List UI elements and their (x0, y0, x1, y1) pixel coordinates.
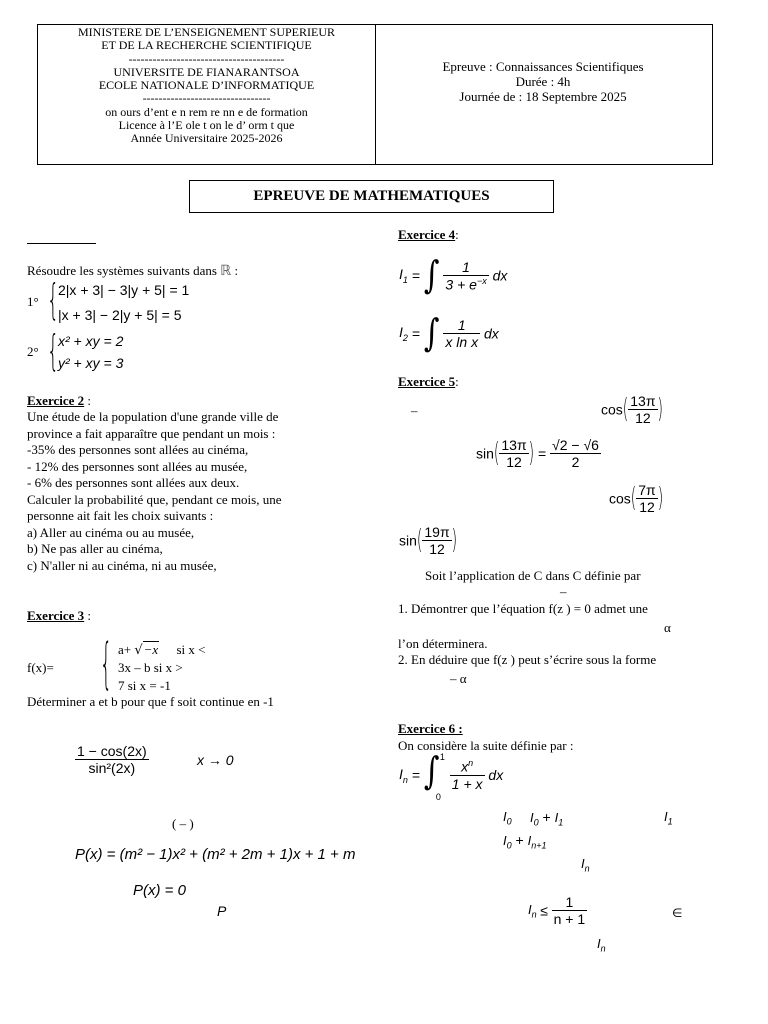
ex6-i0-term (503, 809, 512, 827)
element-of-symbol: ∈ (672, 906, 683, 920)
page-title: EPREUVE DE MATHEMATIQUES (189, 180, 554, 213)
ex2-line: Calculer la probabilité que, pendant ce mois, une (27, 491, 282, 507)
ministry-line: MINISTERE DE L’ENSEIGNEMENT SUPERIEUR (78, 25, 335, 39)
in-sub: n (402, 774, 408, 785)
ex5-heading (398, 374, 459, 391)
ex2-line: personne ait fait les choix suivants : (27, 508, 214, 523)
ex5-question2-form: – α (450, 671, 467, 686)
angle-numerator: 7π (638, 482, 656, 498)
i1-den-exp: −x (476, 275, 487, 286)
equals-sign: = (411, 267, 420, 284)
ex2-line: -35% des personnes sont allées au cinéma, (27, 442, 249, 457)
plus-sign: + (511, 832, 528, 848)
ex3-case1-radicand: −x (143, 642, 159, 657)
sqrt-sign: √ (134, 643, 143, 658)
separator-line: -------------------------------- (142, 91, 271, 106)
ex1-item2-number: 2° (27, 344, 39, 359)
ex5-question1-end: l’on déterminera. (398, 636, 488, 651)
academic-year-line: Année Universitaire 2025-2026 (130, 131, 283, 146)
university-line: UNIVERSITE DE FIANARANTSOA (113, 64, 300, 79)
angle-denominator: 12 (636, 498, 657, 515)
ex3-case3: 7 si x = -1 (118, 678, 171, 693)
exam-duration: Durée : 4h (515, 74, 571, 89)
limit-arrow: x → 0 (197, 752, 234, 768)
i-sub: n (531, 909, 537, 920)
ex4-integral-2 (399, 311, 499, 356)
integral-sign: ∫ (423, 311, 440, 356)
i-label: I (528, 901, 532, 917)
integrand-denominator: 1 + x (451, 775, 483, 792)
ex2-title-suffix: : (84, 393, 92, 408)
ministry-line: ET DE LA RECHERCHE SCIENTIFIQUE (101, 38, 312, 53)
ex6-in-final (597, 936, 606, 954)
dx-symbol: dx (492, 267, 508, 284)
angle-denominator: 12 (422, 540, 451, 557)
ex6-i0-plus-i1 (530, 809, 563, 828)
integral-sign: ∫ (423, 253, 440, 298)
ex4-heading (398, 227, 459, 244)
ex2-line: b) Ne pas aller au cinéma, (27, 541, 163, 556)
ex2-heading (27, 393, 91, 410)
ex6-intro: On considère la suite définie par : (398, 738, 574, 753)
i1-numerator: 1 (462, 258, 470, 275)
ex1-eq1b: |x + 3| − 2|y + 5| = 5 (58, 307, 182, 323)
ex5-title-suffix: : (455, 374, 459, 389)
i-sub: 0 (506, 816, 512, 827)
ex3-piecewise-brace: { (100, 632, 113, 695)
upper-bound: 1 (439, 752, 445, 762)
plus-sign: + (538, 809, 555, 825)
ex5-cos-13pi: cos( $\frac{13\pi}{12}$ ) (601, 393, 663, 426)
ex3-title-suffix: : (84, 608, 92, 623)
i1-label: I (399, 266, 403, 283)
ex1-eq2b: y² + xy = 3 (58, 355, 124, 371)
i-label: I (527, 833, 532, 848)
ex4-title: Exercice 4 (398, 227, 456, 242)
i-label: I (554, 810, 559, 825)
ex2-line: - 12% des personnes sont allées au musée, (27, 458, 248, 474)
in-label: I (399, 765, 403, 782)
ex2-line: Une étude de la population d'une grande ville de (27, 409, 279, 424)
ex1-system2-brace: { (47, 326, 60, 375)
ex6-inequality (528, 894, 587, 927)
ex4-integral-1 (399, 253, 508, 298)
ex1-intro-text: Résoudre les systèmes suivants dans (27, 263, 217, 278)
i2-label: I (399, 324, 403, 341)
i-label: I (581, 856, 585, 871)
ex2-line: c) N'aller ni au cinéma, ni au musée, (27, 557, 217, 573)
poly-expression: P(x) = (m² − 1)x² + (m² + 2m + 1)x + 1 + m (75, 846, 356, 863)
i-label: I (530, 810, 534, 825)
ineq-numerator: 1 (565, 894, 574, 910)
ex3-fx-label: f(x)= (27, 660, 54, 675)
i2-denominator: x ln x (445, 334, 479, 350)
limit-denominator: sin²(2x) (75, 759, 149, 776)
angle-numerator: 13π (501, 437, 527, 453)
lower-bound: 0 (435, 792, 441, 802)
ex5-question1: 1. Démontrer que l’équation f(z ) = 0 admet une (398, 601, 648, 616)
sin-label: sin (399, 532, 417, 549)
program-line: on ours d’ent e n rem re nn e de formation (105, 104, 308, 119)
angle-numerator: 19π (424, 524, 450, 540)
ex5-question2: 2. En déduire que f(z ) peut s’écrire sous la forme (398, 652, 657, 667)
angle-denominator: 12 (499, 453, 528, 470)
cos-label: cos (609, 490, 631, 507)
equals-sign: = (411, 325, 420, 342)
i-sub: n (584, 863, 590, 874)
program-line: Licence à l’E ole t on le d’ orm t que (118, 118, 295, 133)
ex4-title-suffix: : (455, 227, 459, 242)
poly-paren: ( – ) (172, 816, 194, 831)
i2-sub: 2 (402, 332, 408, 343)
i-sub: n (600, 943, 606, 954)
header-right-box (374, 24, 713, 165)
integral-sign: ∫ (423, 749, 440, 794)
ex2-title: Exercice 2 (27, 393, 85, 408)
i-label: I (597, 936, 601, 951)
ex1-system1-brace: { (47, 275, 60, 324)
i2-numerator: 1 (457, 317, 466, 333)
ex6-in-term (581, 856, 590, 874)
leq-sign: ≤ (540, 902, 548, 919)
ex1-eq1a: 2|x + 3| − 3|y + 5| = 1 (58, 282, 190, 298)
i1-den-base: 3 + e (445, 276, 477, 293)
ex5-sin-19pi: sin( $\frac{19\pi}{12}$ ) (399, 524, 458, 557)
rhs-denominator: 2 (550, 453, 601, 470)
integrand-exp: n (468, 758, 474, 769)
exam-subject: Epreuve : Connaissances Scientifiques (442, 59, 644, 74)
limit-numerator: 1 − cos(2x) (77, 743, 147, 759)
ex6-sequence-definition: $I_n$ = ∫ 1 0 $\frac{x^n}{1 + x}$ dx (399, 749, 504, 802)
ex2-line: a) Aller au cinéma ou au musée, (27, 524, 195, 540)
poly-p-symbol: P (217, 903, 227, 919)
rhs-numerator: √2 − √6 (552, 437, 599, 453)
i-sub: 0 (533, 817, 539, 828)
i-sub: 1 (558, 817, 564, 828)
ex5-alpha: α (664, 620, 671, 635)
ex5-title: Exercice 5 (398, 374, 456, 389)
ex5-application-dash: – (560, 584, 567, 599)
dx-symbol: dx (488, 767, 504, 783)
ex6-title-text: Exercice 6 : (398, 721, 463, 736)
ex6-i0-plus-in1 (503, 832, 547, 851)
header-left-box (37, 24, 376, 165)
ex1-colon: : (234, 263, 239, 278)
ex1-item1-number: 1° (27, 294, 39, 309)
ex3-case1-condition: si x < (176, 642, 206, 657)
dx-symbol: dx (483, 325, 499, 342)
limit-fraction (75, 743, 149, 776)
angle-denominator: 12 (628, 409, 657, 426)
ex6-i1-term (664, 809, 673, 827)
i-sub: n+1 (531, 840, 547, 851)
ex3-case2: 3x – b si x > (118, 660, 183, 675)
ex5-application: Soit l’application de C dans C définie par (425, 568, 641, 583)
school-line: ECOLE NATIONALE D’INFORMATIQUE (98, 78, 315, 93)
ex2-body (27, 409, 282, 574)
i1-sub: 1 (402, 274, 408, 285)
i-sub: 0 (506, 840, 512, 851)
ex3-heading (27, 608, 91, 625)
ex2-line: - 6% des personnes sont allées aux deux. (27, 475, 240, 490)
ex2-line: province a fait apparaître que pendant un mois : (27, 425, 276, 441)
ex3-case1 (118, 642, 205, 660)
i-label: I (503, 833, 507, 848)
angle-numerator: 13π (630, 393, 656, 409)
ex5-sin-13pi-equation: sin( $\frac{13\pi}{12}$ ) = $\frac{√2 - √6}{2}$ (476, 437, 599, 470)
i-sub: 1 (667, 816, 673, 827)
exercise1-title-rule (27, 243, 96, 244)
ex3-case1-a: a+ (118, 642, 132, 657)
ineq-denominator: n + 1 (553, 911, 586, 927)
i1-denominator (443, 275, 488, 293)
real-set-symbol: ℝ (220, 262, 232, 278)
ex5-dash: – (411, 403, 418, 418)
ex3-question: Déterminer a et b pour que f soit continue en -1 (27, 694, 274, 709)
cos-label: cos (601, 401, 623, 418)
ex3-title: Exercice 3 (27, 608, 85, 623)
separator-line: --------------------------------------- (128, 51, 285, 66)
i-label: I (503, 809, 507, 824)
exam-date: Journée de : 18 Septembre 2025 (459, 89, 627, 104)
sin-label: sin (476, 445, 494, 462)
integrand-numerator: x (461, 758, 469, 775)
ex6-title (398, 721, 463, 738)
i-label: I (664, 809, 668, 824)
ex1-eq2a: x² + xy = 2 (58, 333, 124, 349)
poly-equation: P(x) = 0 (133, 882, 186, 899)
ex5-cos-7pi: cos( $\frac{7\pi}{12}$ ) (609, 482, 664, 515)
